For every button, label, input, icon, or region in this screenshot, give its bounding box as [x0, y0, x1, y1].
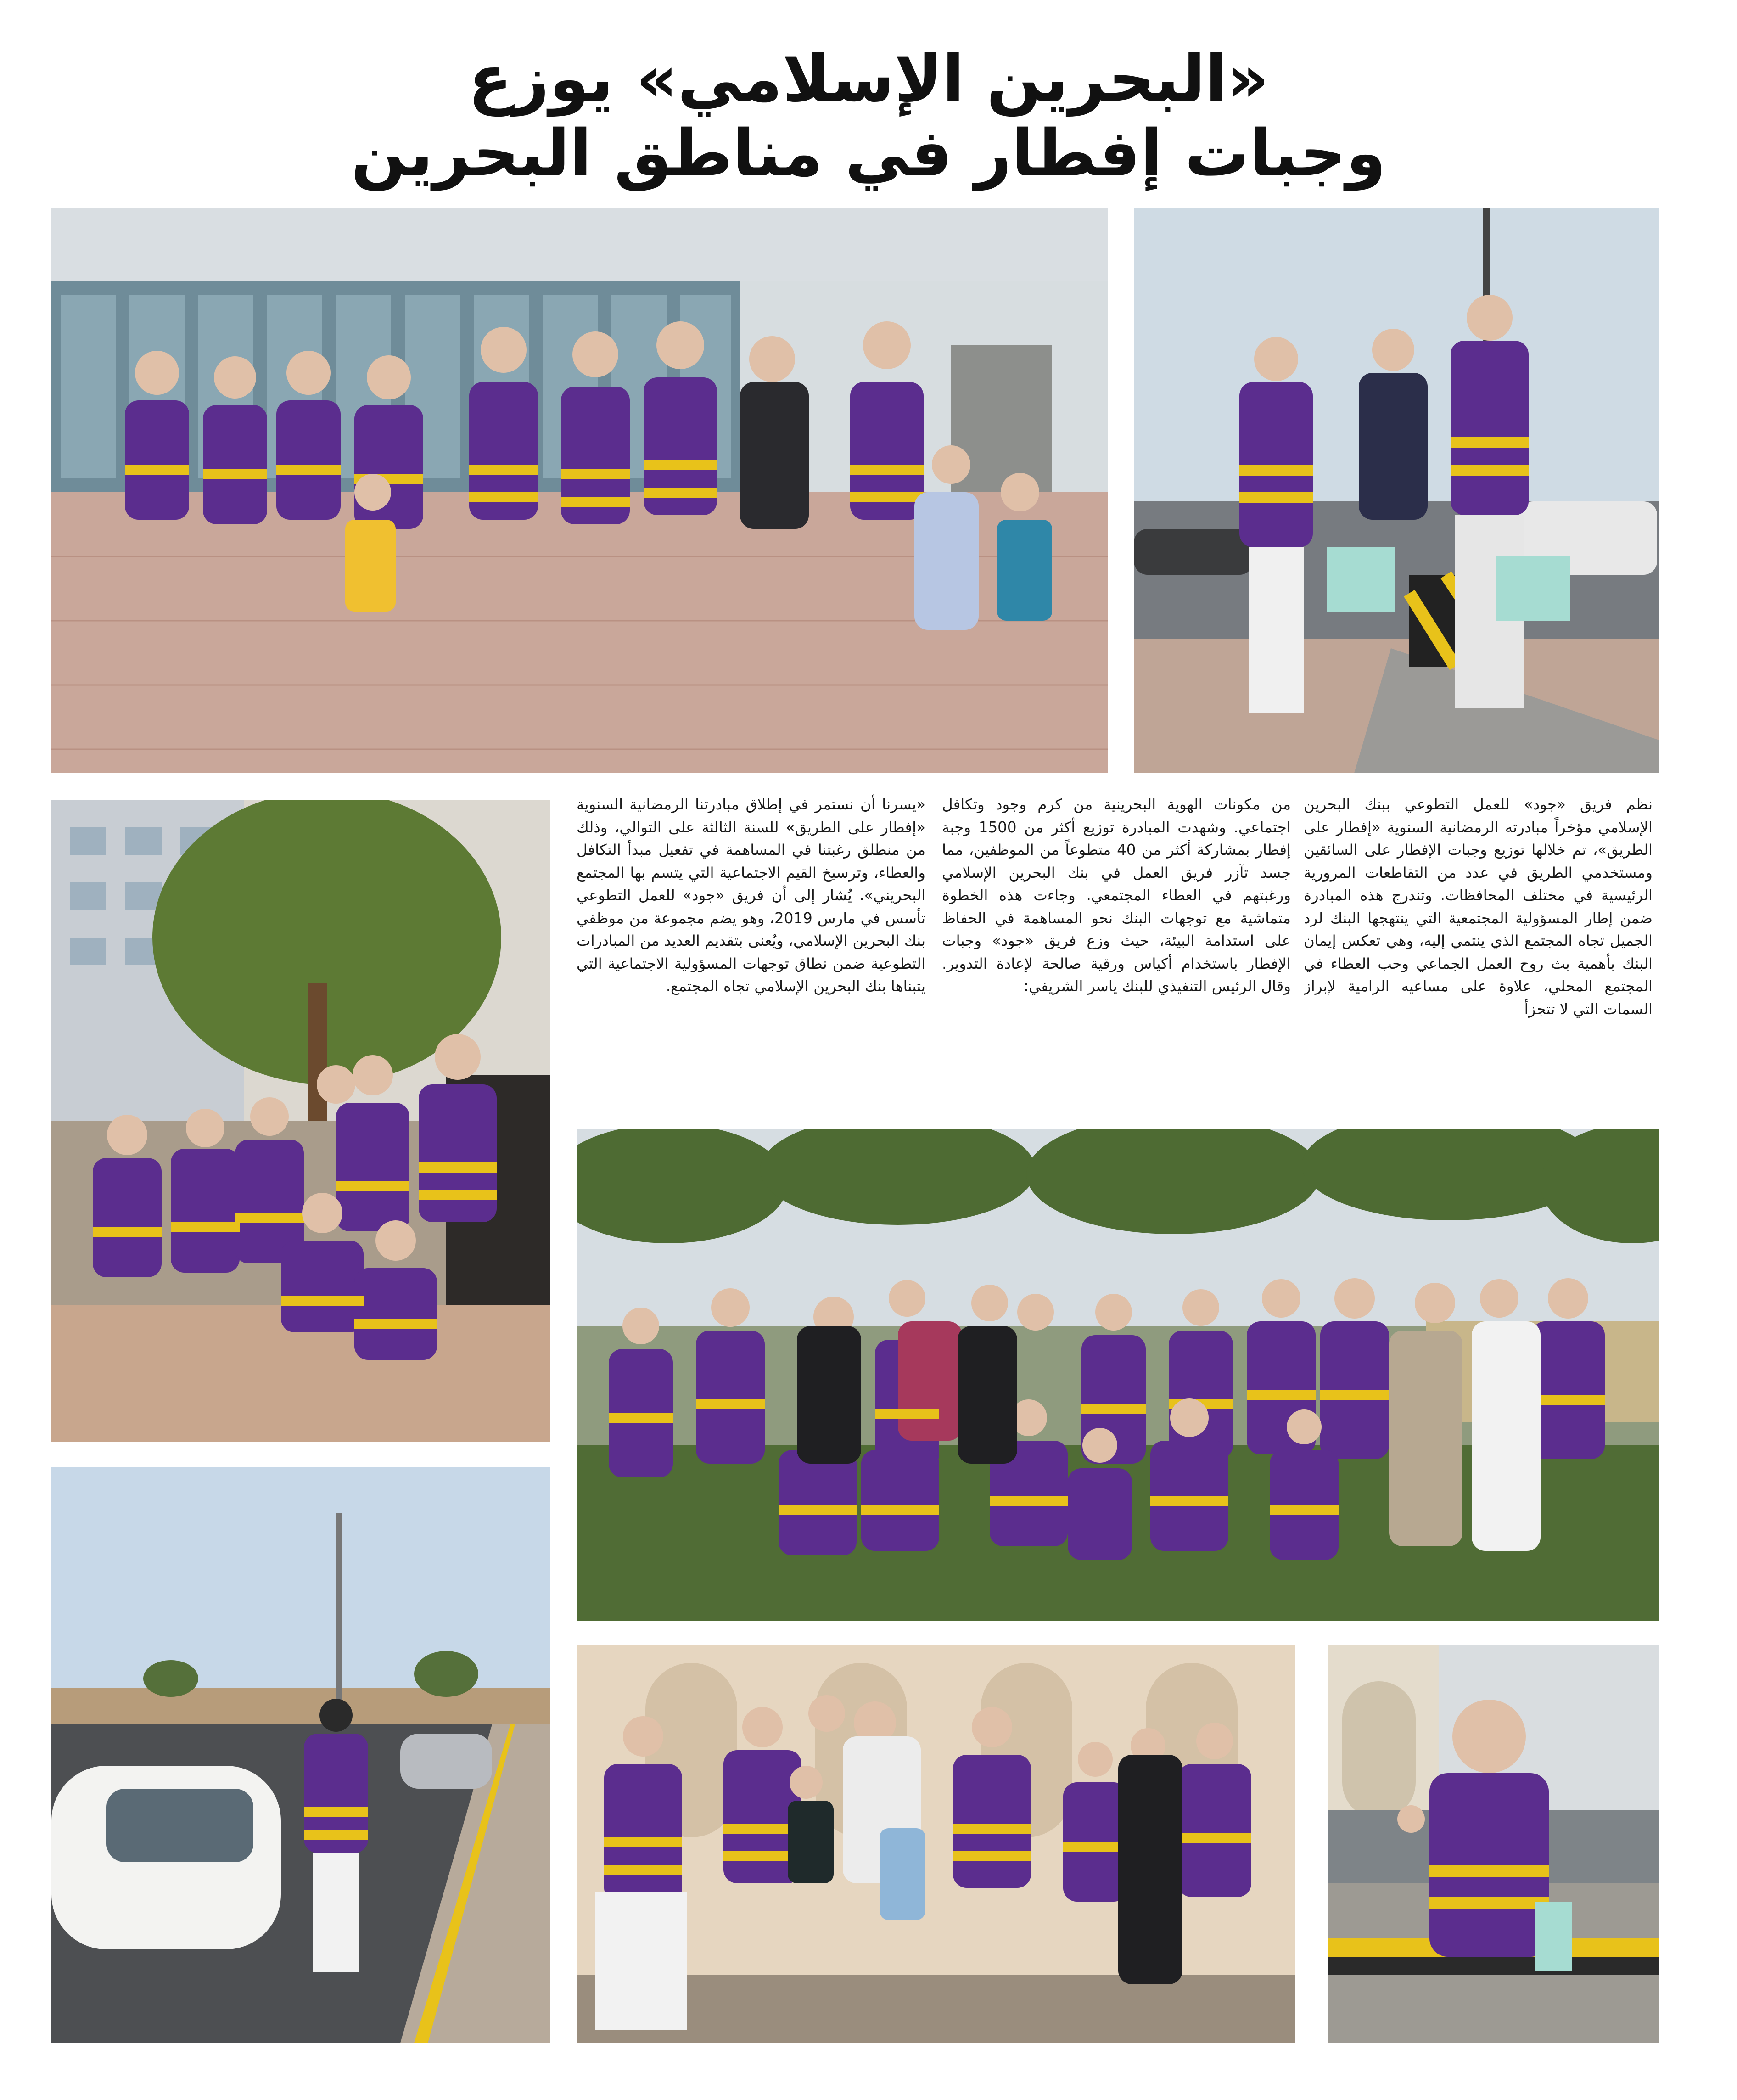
article-paragraph-3: «يسرنا أن نستمر في إطلاق مبادرتنا الرمضانية السنوية «إفطار على الطريق» للسنة الثالثة على التوالي، وذلك من منطلق رغبتنا في المساهمة في تفعيل مبدأ التكافل والعطاء، وترسيخ القيم الاجتماعية التي يتسم بها المجتمع البحريني». يُشار إلى أن فريق «جود» للعمل التطوعي تأسس في مارس 2019، وهو يضم مجموعة من موظفي بنك البحرين الإسلامي، ويُعنى بتقديم العديد من المبادرات التطوعية ضمن نطاق توجهات المسؤولية الاجتماعية التي يتبناها بنك البحرين الإسلامي تجاه المجتمع.	[577, 796, 925, 995]
photo-road-car	[51, 1467, 550, 2043]
article-paragraph-2: من مكونات الهوية البحرينية من كرم وجود وتكافل اجتماعي. وشهدت المبادرة توزيع أكثر من 1500 وجبة إفطار بمشاركة أكثر من 40 متطوعاً من الموظفين، مما جسد تآزر فريق العمل في بنك البحرين الإسلامي ورغبتهم في العطاء المجتمعي. وجاءت هذه الخطوة متماشية مع توجهات البنك نحو المساهمة في الحفاظ على استدامة البيئة، حيث وزع فريق «جود» وجبات الإفطار باستخدام أكياس ورقية صالحة لإعادة التدوير. وقال الرئيس التنفيذي للبنك ياسر الشريفي:	[942, 796, 1291, 995]
photo-group-wall	[577, 1645, 1295, 2043]
article-column-1	[1304, 793, 1653, 1115]
article-column-2	[942, 793, 1291, 1115]
photo-group-park	[577, 1129, 1659, 1621]
headline-line-2: وجبات إفطار في مناطق البحرين	[351, 116, 1386, 191]
photo-group-building	[51, 208, 1108, 773]
photo-group-sidewalk	[51, 800, 550, 1442]
headline-line-1: «البحرين الإسلامي» يوزع	[468, 42, 1269, 117]
article-paragraph-1: نظم فريق «جود» للعمل التطوعي ببنك البحرين الإسلامي مؤخراً مبادرته الرمضانية السنوية «إفطار على الطريق»، تم خلالها توزيع وجبات الإفطار على السائقين ومستخدمي الطريق في عدد من التقاطعات المرورية الرئيسية في مختلف المحافظات. وتندرج هذه المبادرة ضمن إطار المسؤولية المجتمعية التي ينتهجها البنك لرد الجميل تجاه المجتمع الذي ينتمي إليه، وهي تعكس إيمان البنك بأهمية بث روح العمل الجماعي وحب العطاء في المجتمع المحلي، علاوة على مساعيه الرامية لإبراز السمات التي لا تتجزأ	[1304, 796, 1653, 1018]
photo-volunteer-single	[1328, 1645, 1659, 2043]
photo-roadside-three	[1134, 208, 1659, 773]
article-column-3	[577, 793, 925, 1115]
